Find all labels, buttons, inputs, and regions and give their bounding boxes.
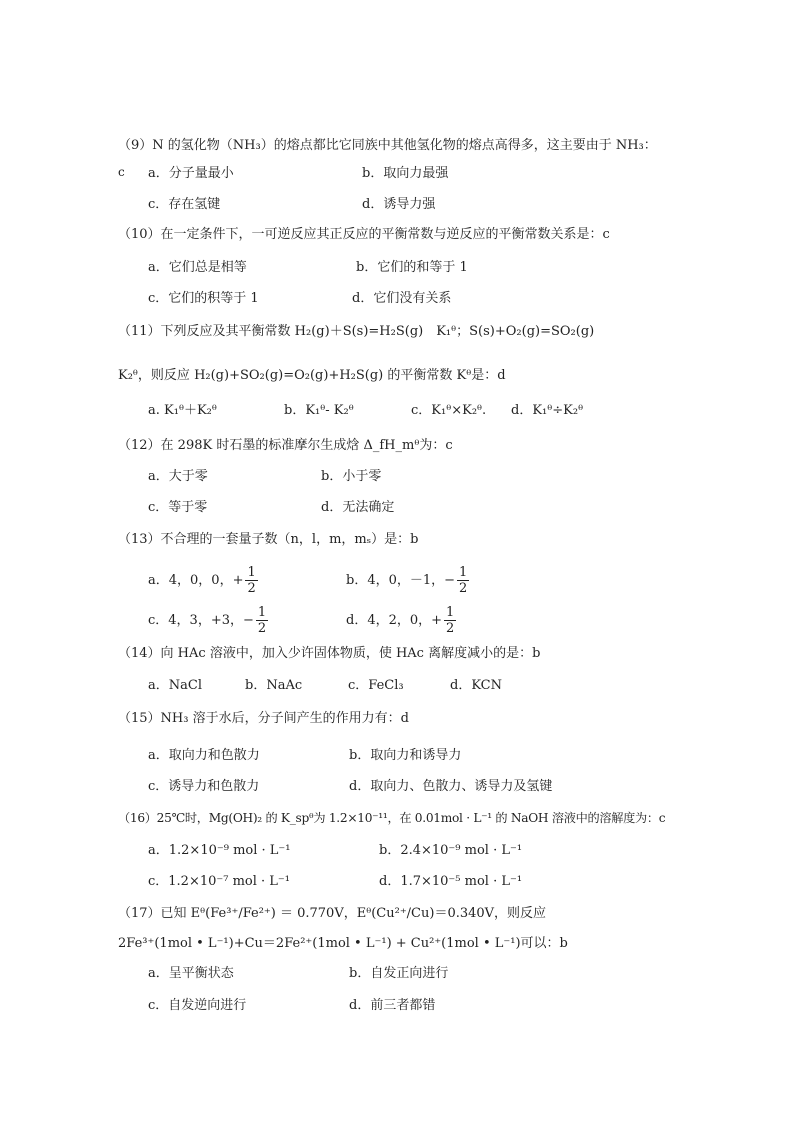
numerator: 1 — [247, 565, 256, 580]
q13-c-text: c．4，3，+3，− — [148, 613, 254, 628]
q11-option-a: a. K₁ᶿ＋K₂ᶿ — [148, 403, 217, 418]
q13-d-text: d．4，2，0，+ — [346, 613, 443, 628]
numerator: 1 — [459, 565, 468, 580]
q13-option-b — [346, 565, 469, 596]
q17-stem: （17）已知 Eᶿ(Fe³⁺/Fe²⁺) ＝ 0.770V，Eᶿ(Cu²⁺/Cu)＝0.340V，则反应 — [118, 906, 547, 921]
q12-stem: （12）在 298K 时石墨的标准摩尔生成焓 Δ_fH_mᶿ为：c — [118, 438, 453, 453]
q11-option-c: c．K₁ᶿ×K₂ᶿ. — [411, 403, 487, 418]
q10-stem: （10）在一定条件下，一可逆反应其正反应的平衡常数与逆反应的平衡常数关系是：c — [118, 227, 610, 242]
numerator: 1 — [446, 605, 455, 620]
q9-option-d: d．诱导力强 — [362, 197, 436, 212]
q14-option-a: a．NaCl — [148, 678, 202, 693]
q11-stem-cont: K₂ᶿ，则反应 H₂(g)+SO₂(g)=O₂(g)+H₂S(g) 的平衡常数 Kᶿ是：d — [118, 368, 506, 383]
q13-option-a — [148, 565, 258, 596]
q15-option-d: d．取向力、色散力、诱导力及氢键 — [349, 779, 553, 794]
q10-option-b: b．它们的和等于 1 — [356, 260, 468, 275]
fraction — [245, 565, 257, 596]
denominator: 2 — [257, 621, 267, 636]
q14-option-d: d．KCN — [450, 678, 503, 693]
q13-option-c — [148, 605, 268, 636]
q12-option-c: c．等于零 — [148, 500, 208, 515]
q15-option-b: b．取向力和诱导力 — [349, 748, 462, 763]
denominator: 2 — [446, 621, 455, 636]
q14-stem: （14）向 HAc 溶液中，加入少许固体物质，使 HAc 离解度减小的是：b — [118, 646, 541, 661]
q17-stem-cont: 2Fe³⁺(1mol • L⁻¹)+Cu＝2Fe²⁺(1mol • L⁻¹) + Cu²⁺(1mol • L⁻¹)可以：b — [118, 936, 568, 951]
q9-option-a: a．分子量最小 — [148, 166, 234, 181]
q9-option-b: b．取向力最强 — [362, 166, 449, 181]
q9-option-c: c．存在氢键 — [148, 197, 221, 212]
denominator: 2 — [459, 581, 468, 596]
q12-option-a: a．大于零 — [148, 469, 208, 484]
q16-option-a: a．1.2×10⁻⁹ mol · L⁻¹ — [148, 843, 291, 858]
q16-option-b: b．2.4×10⁻⁹ mol · L⁻¹ — [379, 843, 523, 858]
denominator: 2 — [247, 581, 256, 596]
q11-option-d: d．K₁ᶿ÷K₂ᶿ — [511, 403, 584, 418]
q9-answer: c — [118, 165, 125, 179]
q11-stem: （11）下列反应及其平衡常数 H₂(g)＋S(s)=H₂S(g) K₁ᶿ；S(s)+O₂(g)=SO₂(g) — [118, 324, 595, 339]
q15-option-a: a．取向力和色散力 — [148, 748, 260, 763]
q14-option-b: b．NaAc — [245, 678, 303, 693]
q13-a-text: a．4，0，0，+ — [148, 573, 244, 588]
fraction — [444, 605, 456, 636]
q16-option-d: d．1.7×10⁻⁵ mol · L⁻¹ — [379, 874, 523, 889]
q15-option-c: c．诱导力和色散力 — [148, 779, 260, 794]
q10-option-c: c．它们的积等于 1 — [148, 291, 259, 306]
q13-stem: （13）不合理的一套量子数（n，l，m，mₛ）是：b — [118, 532, 419, 547]
q16-option-c: c．1.2×10⁻⁷ mol · L⁻¹ — [148, 874, 291, 889]
fraction — [457, 565, 469, 596]
q10-option-a: a．它们总是相等 — [148, 260, 247, 275]
q15-stem: （15）NH₃ 溶于水后，分子间产生的作用力有：d — [118, 711, 409, 726]
q17-option-b: b．自发正向进行 — [349, 966, 449, 981]
q17-option-c: c．自发逆向进行 — [148, 998, 247, 1013]
q11-option-b: b．K₁ᶿ- K₂ᶿ — [284, 403, 354, 418]
numerator: 1 — [257, 605, 267, 620]
fraction — [256, 605, 268, 636]
q17-option-a: a．呈平衡状态 — [148, 966, 234, 981]
q12-option-b: b．小于零 — [321, 469, 382, 484]
q17-option-d: d．前三者都错 — [349, 998, 436, 1013]
q9-stem: （9）N 的氢化物（NH₃）的熔点都比它同族中其他氢化物的熔点高得多，这主要由于 NH₃： — [118, 138, 657, 153]
q13-option-d — [346, 605, 456, 636]
q10-option-d: d．它们没有关系 — [352, 291, 452, 306]
q16-stem: （16）25℃时，Mg(OH)₂ 的 K_spᶿ为 1.2×10⁻¹¹，在 0.01mol · L⁻¹ 的 NaOH 溶液中的溶解度为：c — [118, 811, 666, 825]
q13-b-text: b．4，0，－1，− — [346, 573, 456, 588]
q14-option-c: c．FeCl₃ — [348, 678, 404, 693]
q12-option-d: d．无法确定 — [321, 500, 395, 515]
